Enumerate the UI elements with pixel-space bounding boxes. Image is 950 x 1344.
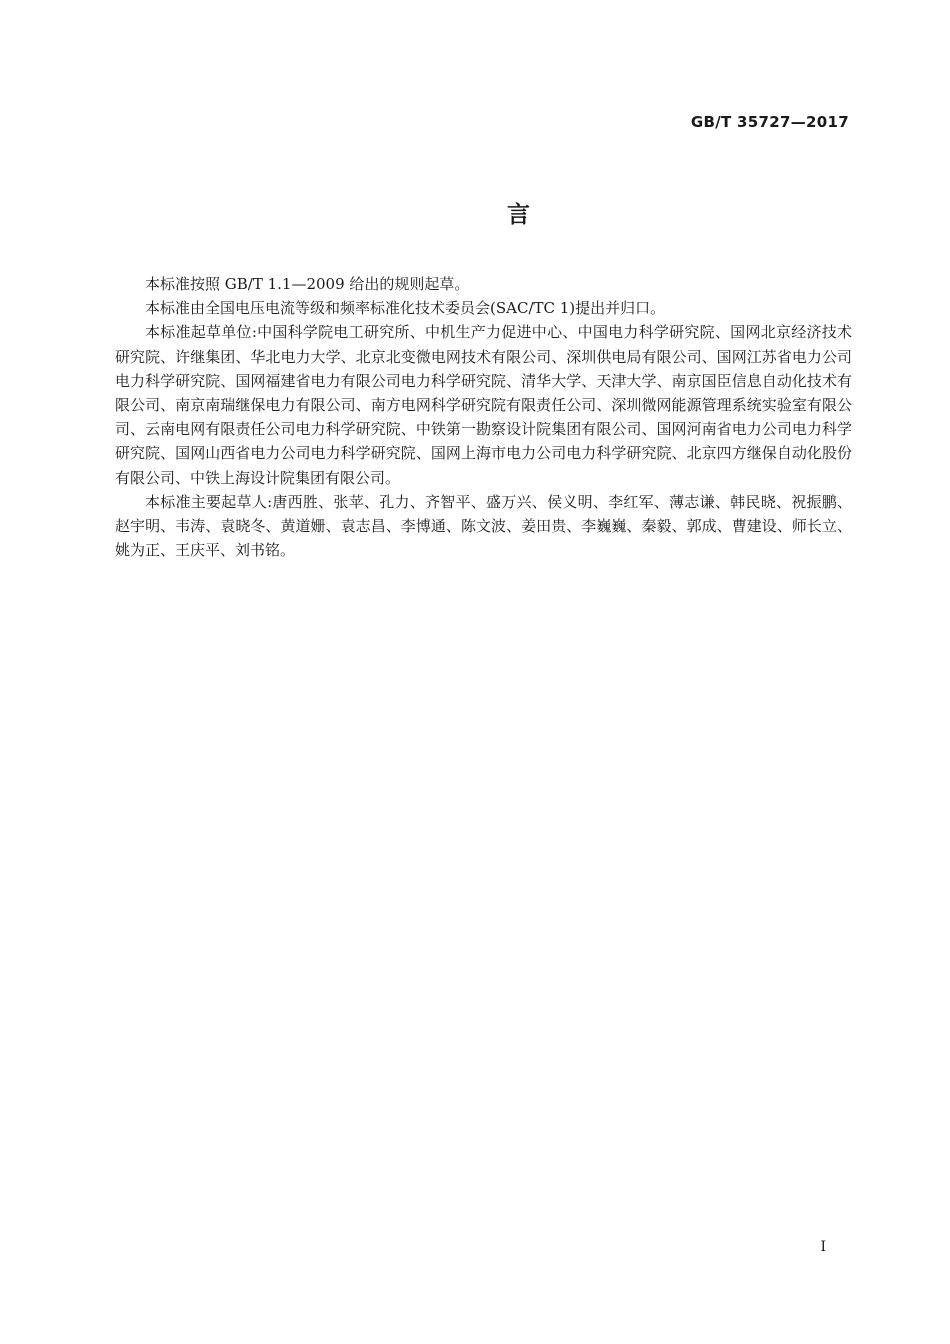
page-number: I xyxy=(820,1239,826,1255)
paragraph-drafting-units: 本标准起草单位:中国科学院电工研究所、中机生产力促进中心、中国电力科学研究院、国网北京经济技术研究院、许继集团、华北电力大学、北京北变微电网技术有限公司、深圳供电局有限公司、国网江苏省电力公司电力科学研究院、国网福建省电力有限公司电力科学研究院、清华大学、天津大学、南京国臣信息自动化技术有限公司、南京南瑞继保电力有限公司、南方电网科学研究院有限责任公司、深圳微网能源管理系统实验室有限公司、云南电网有限责任公司电力科学研究院、中铁第一勘察设计院集团有限公司、国网河南省电力公司电力科学研究院、国网山西省电力公司电力科学研究院、国网上海市电力公司电力科学研究院、北京四方继保自动化股份有限公司、中铁上海设计院集团有限公司。 xyxy=(115,323,852,487)
section-title: 言 xyxy=(507,202,530,228)
paragraph-drafters: 本标准主要起草人:唐西胜、张苹、孔力、齐智平、盛万兴、侯义明、李红军、薄志谦、韩民晓、祝振鹏、赵宇明、韦涛、袁晓冬、黄道姗、袁志昌、李博通、陈文波、姜田贵、李巍巍、秦毅、郭成、曹建设、师长立、姚为正、王庆平、刘书铭。 xyxy=(115,492,852,560)
body-text xyxy=(115,272,852,562)
paragraph-drafting-rules: 本标准按照 GB/T 1.1—2009 给出的规则起草。 xyxy=(145,275,470,293)
paragraph-proposer: 本标准由全国电压电流等级和频率标准化技术委员会(SAC/TC 1)提出并归口。 xyxy=(145,299,666,318)
standard-number: GB/T 35727—2017 xyxy=(690,113,849,131)
